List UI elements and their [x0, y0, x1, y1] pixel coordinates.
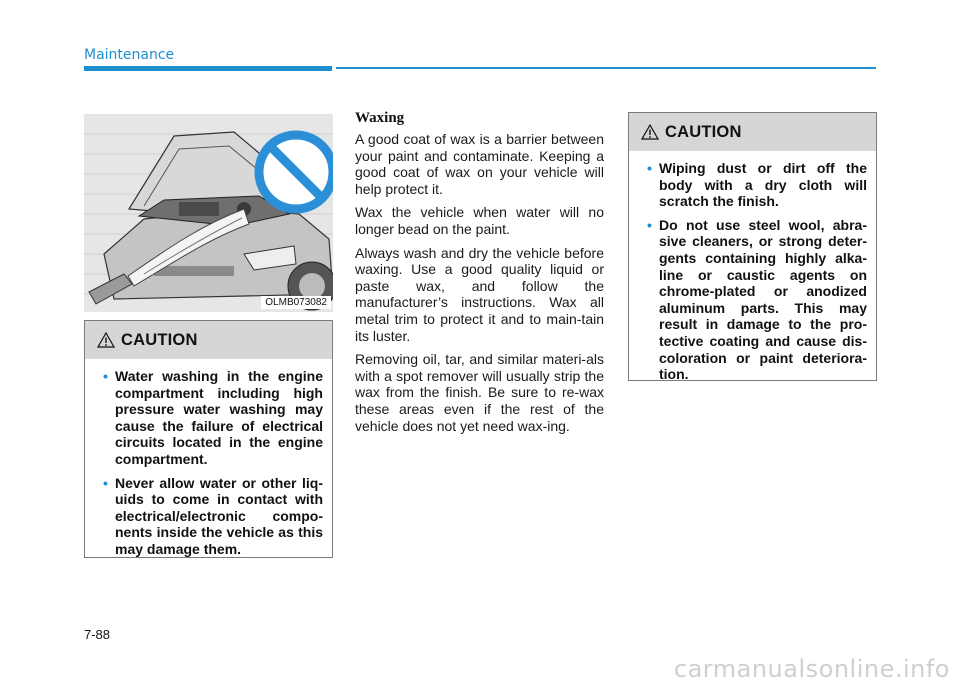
caution-item: • Never allow water or other liq-uids to come in contact with electrical/electronic compo-nents inside the vehicle as this may damage them. [103, 474, 323, 557]
caution-header [85, 321, 332, 359]
warning-triangle-icon [97, 332, 115, 348]
figure-code: OLMB073082 [261, 296, 331, 309]
section-title: Maintenance [84, 47, 175, 63]
warning-triangle-icon [641, 124, 659, 140]
caution-title: CAUTION [121, 330, 198, 349]
bullet-icon: • [103, 368, 108, 384]
watermark: carmanualsonline.info [673, 655, 950, 683]
caution-header [629, 113, 876, 151]
no-symbol-icon [259, 135, 333, 209]
waxing-paragraph: A good coat of wax is a barrier between your paint and contaminate. Keeping a good coat of wax on your vehicle will help protect it. [355, 131, 604, 197]
bullet-icon: • [647, 216, 652, 233]
waxing-paragraph: Always wash and dry the vehicle before waxing. Use a good quality liquid or paste wax, and follow the manufacturer’s instructions. Wax all metal trim to protect it and to main-tain its luster. [355, 244, 604, 344]
waxing-paragraph: Removing oil, tar, and similar materi-als with a spot remover will usually strip the wax from the finish. Be sure to re-wax these areas even if the rest of the vehicle does not yet need wax-ing. [355, 351, 604, 434]
caution-title: CAUTION [665, 122, 742, 141]
waxing-section [355, 110, 604, 441]
header-rule-thick [84, 66, 332, 71]
caution-list [85, 359, 332, 558]
caution-box-engine-washing [84, 320, 333, 558]
caution-item: • Water washing in the engine compartment including high pressure water washing may cause the failure of electrical circuits located in the engine compartment. [103, 368, 323, 467]
page-number: 7-88 [84, 627, 111, 642]
caution-list [629, 151, 876, 383]
caution-item: • Wiping dust or dirt off the body with a dry cloth will scratch the finish. [647, 160, 867, 210]
waxing-heading: Waxing [355, 110, 405, 126]
caution-item: • Do not use steel wool, abra-sive cleaners, or strong deter-gents containing highly alka-line or caustic agents on chrome-plated or anodized aluminum parts. This may result in damage to the pro-tective coating and cause dis-coloration or paint deteriora-tion. [647, 216, 867, 383]
bullet-icon: • [103, 474, 108, 491]
engine-wash-illustration [84, 114, 333, 312]
caution-box-waxing [628, 112, 877, 381]
header-rule-thin [336, 67, 876, 69]
bullet-icon: • [647, 160, 652, 176]
waxing-paragraph: Wax the vehicle when water will no longer bead on the paint. [355, 204, 604, 237]
car-engine-drawing [84, 114, 333, 312]
